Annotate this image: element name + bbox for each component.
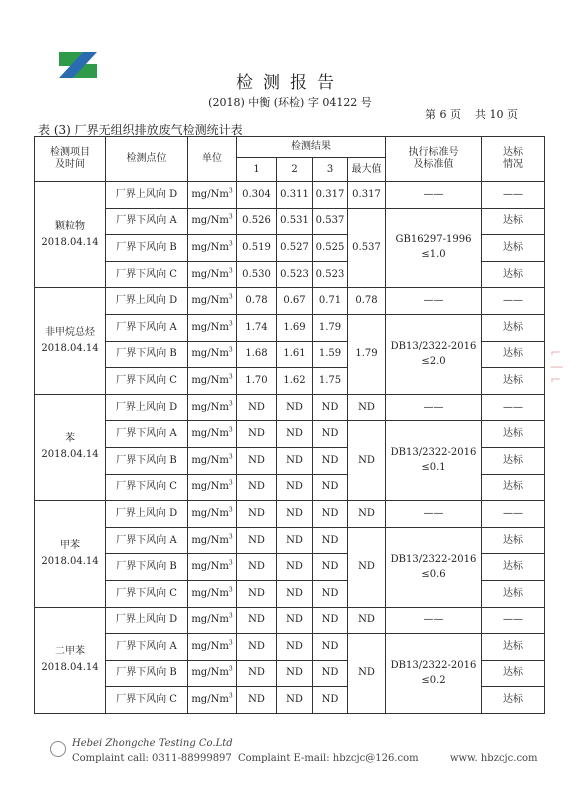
point-cell: 厂界下风向 A — [106, 634, 188, 661]
footer-website: www. hbzcjc.com — [450, 753, 538, 764]
item-cell — [35, 182, 106, 288]
table-row — [35, 527, 545, 554]
status-cell: 达标 — [482, 341, 545, 368]
point-cell: 厂界下风向 C — [106, 261, 188, 288]
table-row — [35, 421, 545, 448]
value-3-cell: ND — [313, 554, 348, 581]
value-1-cell: ND — [237, 554, 277, 581]
status-cell: 达标 — [482, 527, 545, 554]
value-3-cell: 1.79 — [313, 314, 348, 341]
value-1-cell: ND — [237, 527, 277, 554]
value-2-cell: ND — [277, 687, 313, 714]
standard-cell: —— — [386, 607, 482, 634]
standard-value: ≤2.0 — [421, 355, 446, 367]
unit-text: mg/Nm — [191, 321, 229, 333]
unit-exponent: 3 — [228, 187, 233, 195]
max-cell: ND — [348, 394, 386, 421]
status-cell: 达标 — [482, 261, 545, 288]
value-2-cell: 0.531 — [277, 208, 313, 235]
unit-cell — [188, 288, 237, 315]
footer-complaint-email: Complaint E-mail: hbzcjc@126.com — [238, 753, 419, 764]
value-3-cell: 0.523 — [313, 261, 348, 288]
value-1-cell: ND — [237, 660, 277, 687]
value-2-cell: 0.527 — [277, 235, 313, 262]
max-cell: 0.78 — [348, 288, 386, 315]
value-2-cell: ND — [277, 634, 313, 661]
unit-text: mg/Nm — [191, 454, 229, 466]
unit-exponent: 3 — [228, 586, 233, 594]
unit-exponent: 3 — [228, 347, 233, 355]
value-2-cell: ND — [277, 527, 313, 554]
value-3-cell: 0.525 — [313, 235, 348, 262]
item-name: 颗粒物 — [55, 220, 85, 232]
value-3-cell: ND — [313, 421, 348, 448]
value-2-cell: ND — [277, 501, 313, 528]
unit-text: mg/Nm — [191, 295, 229, 307]
standard-cell — [386, 527, 482, 607]
value-2-cell: 0.311 — [277, 182, 313, 209]
standard-cell — [386, 314, 482, 394]
value-1-cell: 0.78 — [237, 288, 277, 315]
group-max-cell: 0.537 — [348, 208, 386, 288]
group-max-cell: ND — [348, 527, 386, 607]
unit-text: mg/Nm — [191, 507, 229, 519]
unit-text: mg/Nm — [191, 534, 229, 546]
unit-cell — [188, 687, 237, 714]
unit-exponent: 3 — [228, 293, 233, 301]
status-cell: 达标 — [482, 660, 545, 687]
table-row — [35, 501, 545, 528]
status-cell: 达标 — [482, 447, 545, 474]
value-1-cell: 0.519 — [237, 235, 277, 262]
point-cell: 厂界下风向 A — [106, 527, 188, 554]
value-2-cell: ND — [277, 474, 313, 501]
unit-text: mg/Nm — [191, 614, 229, 626]
value-2-cell: 1.61 — [277, 341, 313, 368]
value-1-cell: 0.526 — [237, 208, 277, 235]
margin-stamp-mark: ⌐ ∣ ⌐ — [548, 346, 563, 389]
value-2-cell: ND — [277, 421, 313, 448]
value-3-cell: 0.317 — [313, 182, 348, 209]
unit-text: mg/Nm — [191, 215, 229, 227]
unit-exponent: 3 — [228, 639, 233, 647]
value-3-cell: ND — [313, 447, 348, 474]
status-cell: —— — [482, 394, 545, 421]
unit-text: mg/Nm — [191, 587, 229, 599]
point-cell: 厂界上风向 D — [106, 182, 188, 209]
unit-cell — [188, 474, 237, 501]
unit-exponent: 3 — [228, 480, 233, 487]
header-r2: 2 — [277, 158, 313, 182]
item-name: 二甲苯 — [55, 646, 85, 658]
status-cell: 达标 — [482, 421, 545, 448]
value-2-cell: ND — [277, 580, 313, 607]
item-cell — [35, 607, 106, 713]
status-cell: 达标 — [482, 235, 545, 262]
value-3-cell: ND — [313, 660, 348, 687]
point-cell: 厂界下风向 A — [106, 208, 188, 235]
unit-cell — [188, 447, 237, 474]
header-max: 最大值 — [348, 158, 386, 182]
point-cell: 厂界下风向 B — [106, 660, 188, 687]
standard-cell: —— — [386, 394, 482, 421]
value-1-cell: ND — [237, 580, 277, 607]
value-1-cell: ND — [237, 394, 277, 421]
unit-text: mg/Nm — [191, 268, 229, 280]
status-cell: 达标 — [482, 208, 545, 235]
page-number: 第 6 页 — [425, 108, 461, 121]
standard-code: DB13/2322-2016 — [390, 659, 477, 671]
status-cell: —— — [482, 501, 545, 528]
unit-text: mg/Nm — [191, 241, 229, 253]
item-cell — [35, 288, 106, 394]
unit-cell — [188, 580, 237, 607]
item-name: 甲苯 — [60, 539, 80, 551]
item-date: 2018.04.14 — [41, 449, 99, 461]
status-cell: 达标 — [482, 634, 545, 661]
footer-complaint-call: Complaint call: 0311-88999897 — [72, 753, 232, 764]
unit-text: mg/Nm — [191, 667, 229, 679]
point-cell: 厂界下风向 A — [106, 314, 188, 341]
status-cell: —— — [482, 288, 545, 315]
value-1-cell: 1.74 — [237, 314, 277, 341]
value-3-cell: 0.537 — [313, 208, 348, 235]
value-1-cell: 1.70 — [237, 368, 277, 395]
header-item-time: 检测项目 及时间 — [35, 137, 106, 182]
unit-text: mg/Nm — [191, 561, 229, 573]
unit-text: mg/Nm — [191, 348, 229, 360]
value-2-cell: 1.69 — [277, 314, 313, 341]
unit-cell — [188, 501, 237, 528]
unit-exponent: 3 — [228, 240, 233, 248]
unit-text: mg/Nm — [191, 401, 229, 413]
unit-cell — [188, 607, 237, 634]
header-results: 检测结果 — [237, 137, 386, 158]
header-point: 检测点位 — [106, 137, 188, 182]
value-3-cell: 1.75 — [313, 368, 348, 395]
unit-exponent: 3 — [228, 506, 233, 514]
unit-cell — [188, 235, 237, 262]
status-cell: —— — [482, 607, 545, 634]
table-row — [35, 394, 545, 421]
unit-exponent: 3 — [228, 692, 233, 700]
status-cell: 达标 — [482, 368, 545, 395]
unit-text: mg/Nm — [191, 428, 229, 440]
point-cell: 厂界下风向 B — [106, 447, 188, 474]
value-1-cell: 1.68 — [237, 341, 277, 368]
point-cell: 厂界下风向 B — [106, 235, 188, 262]
table-row — [35, 288, 545, 315]
value-3-cell: ND — [313, 580, 348, 607]
unit-cell — [188, 182, 237, 209]
unit-exponent: 3 — [228, 400, 233, 408]
unit-exponent: 3 — [228, 453, 233, 461]
value-3-cell: ND — [313, 607, 348, 634]
item-date: 2018.04.14 — [41, 662, 99, 674]
value-3-cell: 1.59 — [313, 341, 348, 368]
value-2-cell: ND — [277, 554, 313, 581]
value-3-cell: ND — [313, 634, 348, 661]
item-date: 2018.04.14 — [41, 343, 99, 355]
value-3-cell: ND — [313, 687, 348, 714]
item-date: 2018.04.14 — [41, 236, 99, 248]
value-2-cell: 0.523 — [277, 261, 313, 288]
header-status: 达标 情况 — [482, 137, 545, 182]
unit-text: mg/Nm — [191, 694, 229, 706]
unit-cell — [188, 314, 237, 341]
unit-exponent: 3 — [228, 320, 233, 328]
table-row — [35, 208, 545, 235]
standard-value: ≤0.2 — [421, 674, 446, 686]
unit-text: mg/Nm — [191, 640, 229, 652]
standard-value: ≤0.1 — [421, 462, 446, 474]
max-cell: ND — [348, 501, 386, 528]
unit-cell — [188, 261, 237, 288]
emission-table — [34, 136, 545, 714]
item-cell — [35, 394, 106, 500]
header-r1: 1 — [237, 158, 277, 182]
value-3-cell: ND — [313, 474, 348, 501]
value-1-cell: 0.530 — [237, 261, 277, 288]
unit-cell — [188, 527, 237, 554]
unit-cell — [188, 394, 237, 421]
standard-code: GB16297-1996 — [395, 234, 472, 246]
point-cell: 厂界上风向 D — [106, 288, 188, 315]
unit-exponent: 3 — [228, 426, 233, 434]
standard-cell — [386, 634, 482, 714]
max-cell: ND — [348, 607, 386, 634]
point-cell: 厂界下风向 C — [106, 474, 188, 501]
header-unit: 单位 — [188, 137, 237, 182]
point-cell: 厂界上风向 D — [106, 394, 188, 421]
value-1-cell: ND — [237, 474, 277, 501]
value-2-cell: 1.62 — [277, 368, 313, 395]
point-cell: 厂界上风向 D — [106, 607, 188, 634]
standard-cell: —— — [386, 182, 482, 209]
value-2-cell: ND — [277, 660, 313, 687]
point-cell: 厂界下风向 C — [106, 580, 188, 607]
value-1-cell: ND — [237, 607, 277, 634]
value-1-cell: 0.304 — [237, 182, 277, 209]
unit-cell — [188, 554, 237, 581]
item-name: 苯 — [65, 433, 75, 445]
standard-cell — [386, 421, 482, 501]
value-3-cell: 0.71 — [313, 288, 348, 315]
table-row — [35, 182, 545, 209]
unit-cell — [188, 421, 237, 448]
point-cell: 厂界下风向 B — [106, 554, 188, 581]
status-cell: 达标 — [482, 687, 545, 714]
value-1-cell: ND — [237, 501, 277, 528]
standard-cell: —— — [386, 501, 482, 528]
standard-code: DB13/2322-2016 — [390, 447, 477, 459]
item-name: 非甲烷总烃 — [45, 327, 95, 339]
unit-cell — [188, 208, 237, 235]
standard-value: ≤0.6 — [421, 568, 446, 580]
standard-cell: —— — [386, 288, 482, 315]
footer-company: Hebei Zhongche Testing Co.Ltd — [72, 738, 233, 749]
status-cell: 达标 — [482, 580, 545, 607]
unit-exponent: 3 — [228, 533, 233, 541]
table-title: 表 (3) 厂界无组织排放废气检测统计表 — [38, 123, 243, 137]
table-row — [35, 634, 545, 661]
value-1-cell: ND — [237, 421, 277, 448]
status-cell: 达标 — [482, 314, 545, 341]
value-2-cell: ND — [277, 447, 313, 474]
item-cell — [35, 501, 106, 607]
header-r3: 3 — [313, 158, 348, 182]
point-cell: 厂界下风向 C — [106, 687, 188, 714]
unit-text: mg/Nm — [191, 481, 229, 493]
value-2-cell: 0.67 — [277, 288, 313, 315]
point-cell: 厂界下风向 A — [106, 421, 188, 448]
standard-code: DB13/2322-2016 — [390, 340, 477, 352]
value-1-cell: ND — [237, 447, 277, 474]
item-date: 2018.04.14 — [41, 555, 99, 567]
value-3-cell: ND — [313, 501, 348, 528]
value-2-cell: ND — [277, 394, 313, 421]
value-1-cell: ND — [237, 634, 277, 661]
value-3-cell: ND — [313, 394, 348, 421]
page-total: 共 10 页 — [475, 108, 518, 121]
header-standard: 执行标准号 及标准值 — [386, 137, 482, 182]
table-row — [35, 314, 545, 341]
unit-cell — [188, 368, 237, 395]
unit-exponent: 3 — [228, 373, 233, 381]
point-cell: 厂界上风向 D — [106, 501, 188, 528]
table-row — [35, 607, 545, 634]
page-title: 检测报告 — [236, 73, 344, 93]
max-cell: 0.317 — [348, 182, 386, 209]
unit-cell — [188, 660, 237, 687]
group-max-cell: 1.79 — [348, 314, 386, 394]
unit-text: mg/Nm — [191, 188, 229, 200]
unit-text: mg/Nm — [191, 374, 229, 386]
unit-cell — [188, 634, 237, 661]
unit-exponent: 3 — [228, 559, 233, 567]
document-number: (2018) 中衡 (环检) 字 04122 号 — [208, 96, 372, 109]
status-cell: —— — [482, 182, 545, 209]
unit-cell — [188, 341, 237, 368]
status-cell: 达标 — [482, 474, 545, 501]
standard-code: DB13/2322-2016 — [390, 553, 477, 565]
standard-cell — [386, 208, 482, 288]
group-max-cell: ND — [348, 421, 386, 501]
value-1-cell: ND — [237, 687, 277, 714]
unit-exponent: 3 — [228, 267, 233, 275]
page-info — [425, 106, 518, 122]
standard-value: ≤1.0 — [421, 249, 446, 261]
value-2-cell: ND — [277, 607, 313, 634]
point-cell: 厂界下风向 B — [106, 341, 188, 368]
point-cell: 厂界下风向 C — [106, 368, 188, 395]
unit-exponent: 3 — [228, 214, 233, 222]
footer-logo-icon — [50, 741, 66, 757]
value-3-cell: ND — [313, 527, 348, 554]
unit-exponent: 3 — [228, 666, 233, 674]
status-cell: 达标 — [482, 554, 545, 581]
unit-exponent: 3 — [228, 612, 233, 620]
group-max-cell: ND — [348, 634, 386, 714]
